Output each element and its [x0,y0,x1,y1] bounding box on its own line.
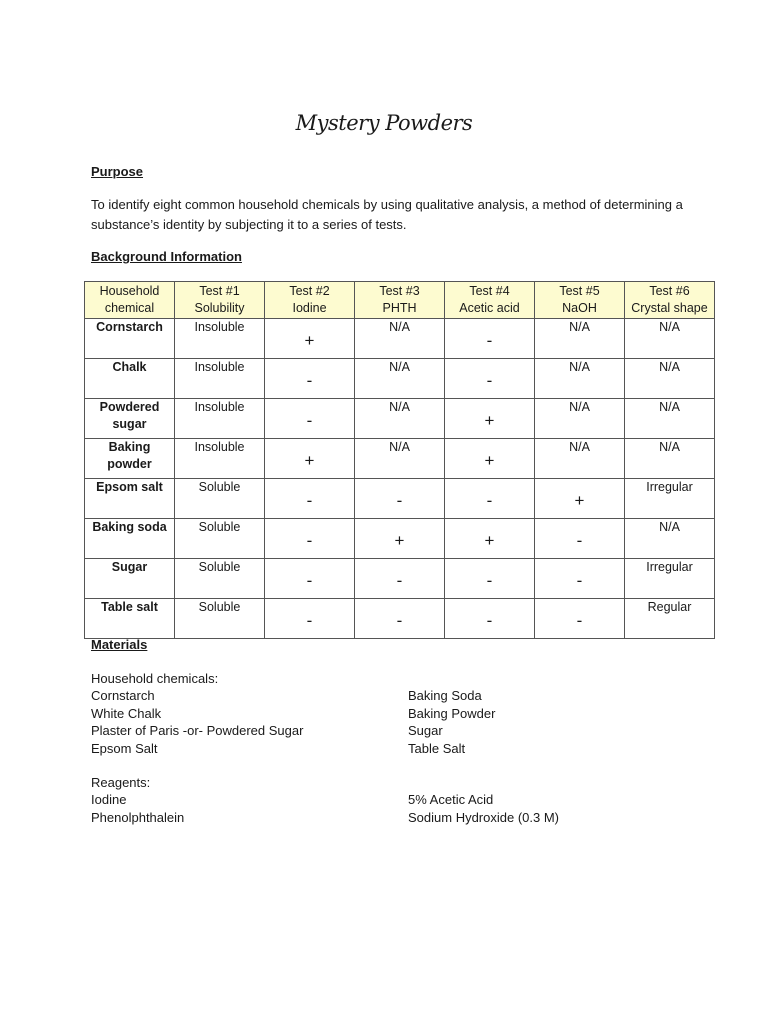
document-title: Mystery Powders [295,111,473,135]
test-result-cell: - [265,479,355,519]
test-result-cell: - [445,319,535,359]
test-result-cell: Irregular [625,559,715,599]
test-result-cell: + [265,439,355,479]
test-result-cell: - [355,599,445,639]
test-result-cell: + [265,319,355,359]
materials-heading: Materials [91,637,148,652]
reagents-label: Reagents: [91,775,151,790]
test-result-cell: Soluble [175,479,265,519]
test-result-cell: N/A [625,359,715,399]
test-result-cell: Regular [625,599,715,639]
household-list-left [91,687,303,757]
test-result-cell: N/A [535,439,625,479]
chemical-name-cell: Baking powder [85,439,175,479]
test-result-cell: - [265,359,355,399]
test-result-cell: + [355,519,445,559]
test-result-cell: N/A [625,399,715,439]
test-result-cell: - [265,399,355,439]
table-row [85,439,715,479]
header-cell: Household chemical [85,282,175,319]
test-result-cell: Irregular [625,479,715,519]
reagent-item: Iodine [91,792,127,807]
test-result-cell: - [355,479,445,519]
reagent-item: Sodium Hydroxide (0.3 M) [408,809,559,825]
header-cell: Test #4 Acetic acid [445,282,535,319]
test-result-cell: Soluble [175,559,265,599]
test-result-cell: N/A [535,319,625,359]
table-row [85,399,715,439]
household-chemicals-label: Household chemicals: [91,671,219,686]
test-result-cell: N/A [535,399,625,439]
table-row [85,359,715,399]
test-result-cell: Soluble [175,519,265,559]
test-result-cell: - [535,519,625,559]
chemical-name-cell: Sugar [85,559,175,599]
household-chemical-item: Baking Powder [408,705,496,721]
header-cell: Test #5 NaOH [535,282,625,319]
reagents-list-left [91,791,184,826]
test-result-cell: Insoluble [175,399,265,439]
test-result-cell: N/A [625,439,715,479]
test-result-cell: - [535,599,625,639]
household-chemical-item: Epsom Salt [91,740,158,756]
test-result-cell: - [535,559,625,599]
test-result-cell: - [445,559,535,599]
test-result-cell: - [265,559,355,599]
purpose-text: To identify eight common household chemicals by using qualitative analysis, a method of determining a substance’s identity by subjecting it to a series of tests. [91,197,683,232]
household-chemical-item: White Chalk [91,705,162,721]
table-row [85,519,715,559]
chemical-name-cell: Powdered sugar [85,399,175,439]
test-result-cell: - [265,519,355,559]
table-row [85,319,715,359]
household-chemical-item: Table Salt [408,740,466,756]
test-result-cell: Insoluble [175,439,265,479]
test-result-cell: N/A [625,519,715,559]
reagent-item: 5% Acetic Acid [408,792,494,807]
test-result-cell: N/A [355,359,445,399]
header-cell: Test #6 Crystal shape [625,282,715,319]
test-result-cell: N/A [355,319,445,359]
test-result-cell: N/A [355,399,445,439]
test-result-cell: - [445,479,535,519]
table-row [85,479,715,519]
test-result-cell: N/A [625,319,715,359]
household-chemical-item: Cornstarch [91,688,155,703]
test-result-cell: + [445,439,535,479]
chemical-name-cell: Table salt [85,599,175,639]
test-result-cell: - [445,599,535,639]
test-result-cell: + [445,519,535,559]
household-chemical-item: Plaster of Paris -or- Powdered Sugar [91,723,304,738]
reagent-item: Phenolphthalein [91,809,185,825]
test-result-cell: + [445,399,535,439]
test-result-cell: + [535,479,625,519]
test-result-cell: - [355,559,445,599]
header-cell: Test #2 Iodine [265,282,355,319]
household-chemical-item: Baking Soda [408,688,482,703]
table-row [85,599,715,639]
test-result-cell: - [265,599,355,639]
chemical-name-cell: Baking soda [85,519,175,559]
test-result-cell: Insoluble [175,359,265,399]
test-result-cell: - [445,359,535,399]
test-result-cell: N/A [535,359,625,399]
table-header-row [85,282,715,319]
reagents-list-right [408,791,559,826]
test-result-cell: Insoluble [175,319,265,359]
test-result-cell: Soluble [175,599,265,639]
chemical-name-cell: Cornstarch [85,319,175,359]
chemical-tests-table [84,281,715,639]
table-row [85,559,715,599]
household-list-right [408,687,495,757]
test-result-cell: N/A [355,439,445,479]
chemical-name-cell: Epsom salt [85,479,175,519]
purpose-heading: Purpose [91,164,144,179]
chemical-name-cell: Chalk [85,359,175,399]
header-cell: Test #3 PHTH [355,282,445,319]
header-cell: Test #1 Solubility [175,282,265,319]
household-chemical-item: Sugar [408,723,443,738]
background-heading: Background Information [91,249,242,264]
